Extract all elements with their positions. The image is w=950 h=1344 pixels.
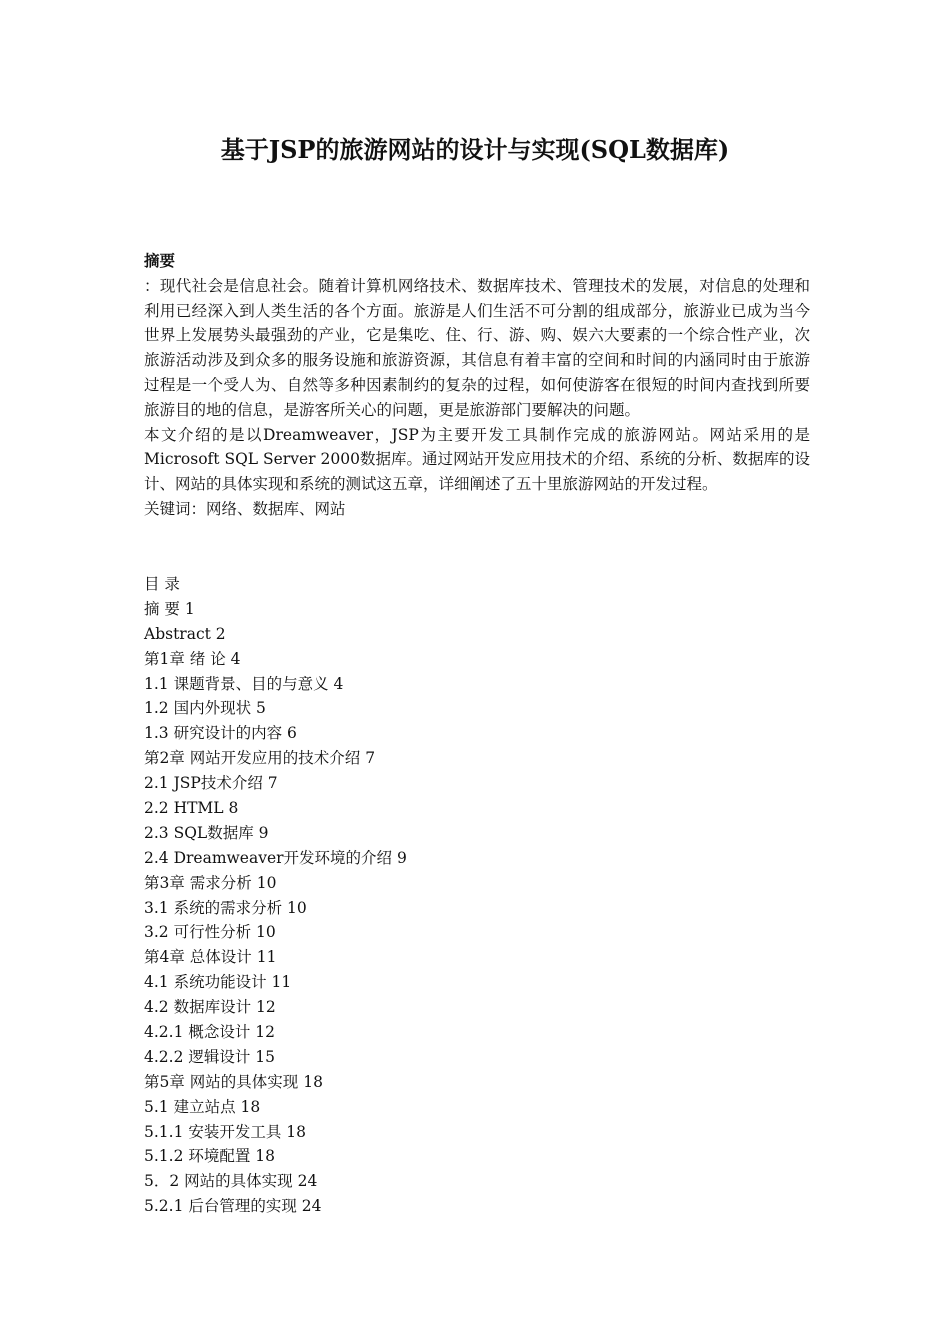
toc-item: 5.1.2 环境配置 18	[144, 1147, 276, 1166]
toc-item: 1.2 国内外现状 5	[144, 699, 266, 718]
toc-item: 摘 要 1	[144, 599, 195, 618]
toc-item: 第3章 需求分析 10	[144, 873, 277, 892]
table-of-contents	[144, 572, 810, 1219]
toc-item: Abstract 2	[144, 624, 226, 643]
toc-item: 3.2 可行性分析 10	[144, 923, 276, 942]
abstract-paragraph-1: ：现代社会是信息社会。随着计算机网络技术、数据库技术、管理技术的发展，对信息的处理和利用已经深入到人类生活的各个方面。旅游是人们生活不可分割的组成部分，旅游业已成为当今世界上发展势头最强劲的产业，它是集吃、住、行、游、购、娱六大要素的一个综合性产业，次旅游活动涉及到众多的服务设施和旅游资源，其信息有着丰富的空间和时间的内涵同时由于旅游过程是一个受人为、自然等多种因素制约的复杂的过程，如何使游客在很短的时间内查找到所要旅游目的地的信息，是游客所关心的问题，更是旅游部门要解决的问题。	[144, 276, 810, 419]
abstract-section	[144, 249, 810, 522]
toc-item: 1.1 课题背景、目的与意义 4	[144, 674, 344, 693]
toc-item: 2.1 JSP技术介绍 7	[144, 774, 278, 793]
abstract-body	[144, 274, 810, 522]
document-title: 基于JSP的旅游网站的设计与实现(SQL数据库)	[220, 135, 730, 164]
toc-item: 5．2 网站的具体实现 24	[144, 1172, 318, 1191]
toc-item: 4.2.1 概念设计 12	[144, 1023, 276, 1042]
toc-item: 第4章 总体设计 11	[144, 948, 277, 967]
toc-item: 5.1 建立站点 18	[144, 1097, 261, 1116]
toc-item: 2.4 Dreamweaver开发环境的介绍 9	[144, 848, 407, 867]
toc-item: 3.1 系统的需求分析 10	[144, 898, 307, 917]
toc-item: 第2章 网站开发应用的技术介绍 7	[144, 749, 376, 768]
abstract-heading: 摘要	[144, 251, 176, 270]
toc-item: 第5章 网站的具体实现 18	[144, 1072, 323, 1091]
toc-item-list	[144, 597, 810, 1219]
abstract-paragraph-2: 本文介绍的是以Dreamweaver，JSP为主要开发工具制作完成的旅游网站。网站采用的是Microsoft SQL Server 2000数据库。通过网站开发应用技术的介绍、系统的分析、数据库的设计、网站的具体实现和系统的测试这五章，详细阐述了五十里旅游网站的开发过程。	[144, 425, 810, 494]
toc-item: 2.2 HTML 8	[144, 799, 239, 818]
toc-item: 2.3 SQL数据库 9	[144, 823, 269, 842]
toc-heading: 目 录	[144, 575, 180, 593]
toc-item: 4.2 数据库设计 12	[144, 998, 276, 1017]
toc-item: 5.2.1 后台管理的实现 24	[144, 1197, 322, 1216]
toc-item: 4.1 系统功能设计 11	[144, 973, 292, 992]
toc-item: 4.2.2 逻辑设计 15	[144, 1047, 276, 1066]
toc-item: 1.3 研究设计的内容 6	[144, 724, 297, 743]
toc-item: 5.1.1 安装开发工具 18	[144, 1122, 307, 1141]
keywords-line: 关键词：网络、数据库、网站	[144, 499, 346, 518]
toc-item: 第1章 绪 论 4	[144, 649, 241, 668]
